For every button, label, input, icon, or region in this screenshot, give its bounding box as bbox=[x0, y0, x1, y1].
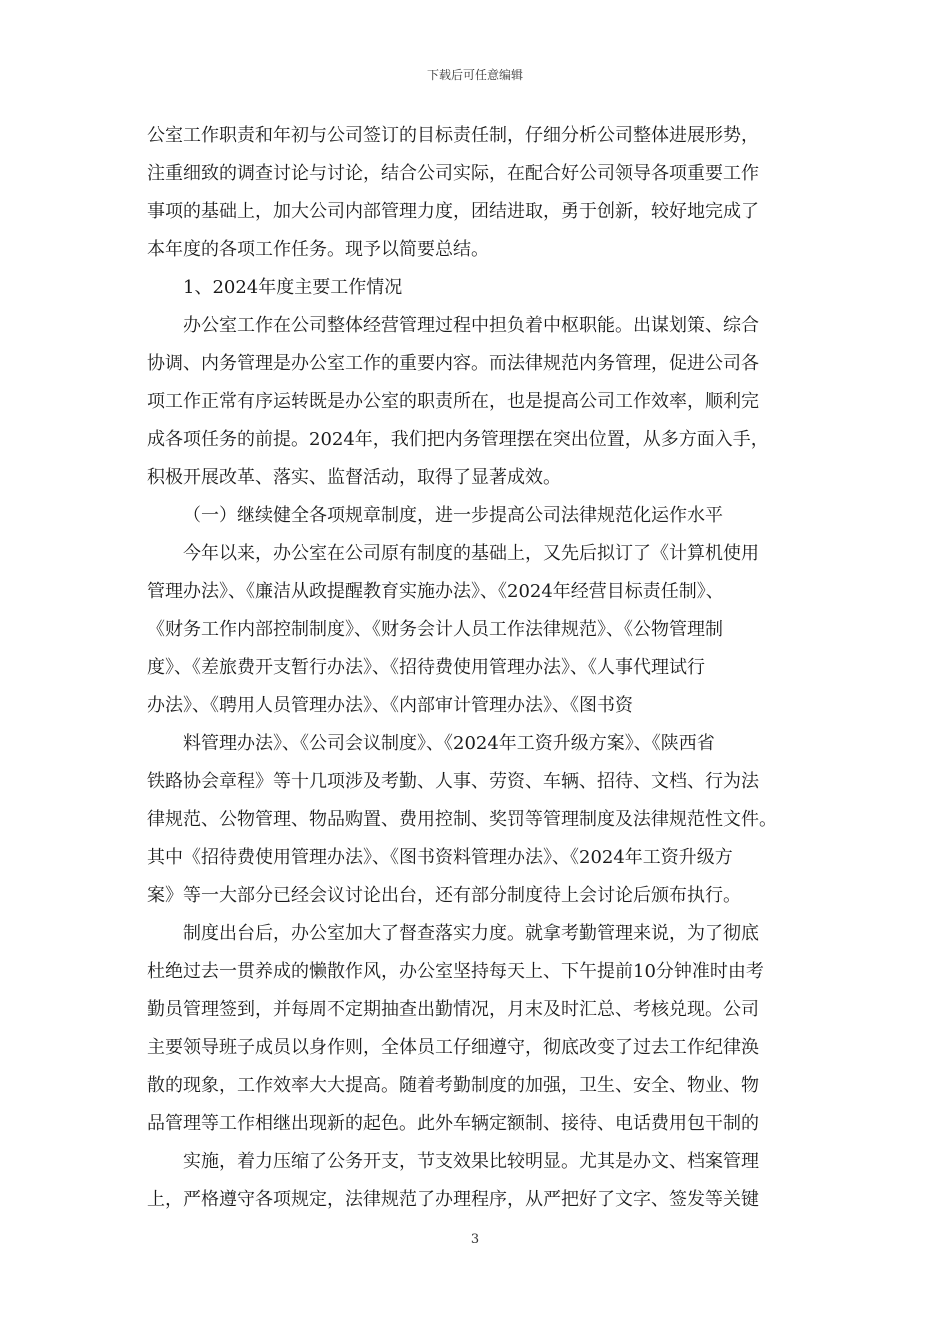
text-line: 协调、内务管理是办公室工作的重要内容。而法律规范内务管理，促进公司各 bbox=[147, 353, 759, 374]
text-line: 其中《招待费使用管理办法》、《图书资料管理办法》、《2024年工资升级方 bbox=[147, 847, 733, 868]
text-line: 公室工作职责和年初与公司签订的目标责任制，仔细分析公司整体进展形势， bbox=[147, 125, 759, 146]
text-line: 案》等一大部分已经会议讨论出台，还有部分制度待上会讨论后颁布执行。 bbox=[147, 885, 741, 906]
text-line: 事项的基础上，加大公司内部管理力度，团结进取，勇于创新，较好地完成了 bbox=[147, 201, 759, 222]
text-line: 杜绝过去一贯养成的懒散作风，办公室坚持每天上、下午提前10分钟准时由考 bbox=[147, 961, 764, 982]
text-line: 散的现象，工作效率大大提高。随着考勤制度的加强，卫生、安全、物业、物 bbox=[147, 1075, 759, 1096]
text-line: 本年度的各项工作任务。现予以简要总结。 bbox=[147, 239, 489, 260]
text-line: 办公室工作在公司整体经营管理过程中担负着中枢职能。出谋划策、综合 bbox=[183, 315, 759, 336]
text-line: 今年以来，办公室在公司原有制度的基础上，又先后拟订了《计算机使用 bbox=[183, 543, 759, 564]
text-line: 主要领导班子成员以身作则，全体员工仔细遵守，彻底改变了过去工作纪律涣 bbox=[147, 1037, 759, 1058]
section-heading: 1、2024年度主要工作情况 bbox=[183, 277, 403, 298]
text-line: 上，严格遵守各项规定，法律规范了办理程序，从严把好了文字、签发等关键 bbox=[147, 1189, 759, 1210]
text-line: 品管理等工作相继出现新的起色。此外车辆定额制、接待、电话费用包干制的 bbox=[147, 1113, 759, 1134]
text-line: 积极开展改革、落实、监督活动，取得了显著成效。 bbox=[147, 467, 561, 488]
text-line: 料管理办法》、《公司会议制度》、《2024年工资升级方案》、《陕西省 bbox=[183, 733, 715, 754]
text-line: 实施，着力压缩了公务开支，节支效果比较明显。尤其是办文、档案管理 bbox=[183, 1151, 759, 1172]
page-header: 下载后可任意编辑 bbox=[426, 68, 523, 82]
subsection-heading: （一）继续健全各项规章制度，进一步提高公司法律规范化运作水平 bbox=[183, 505, 723, 526]
text-line: 项工作正常有序运转既是办公室的职责所在，也是提高公司工作效率，顺利完 bbox=[147, 391, 759, 412]
text-line: 铁路协会章程》等十几项涉及考勤、人事、劳资、车辆、招待、文档、行为法 bbox=[147, 771, 759, 792]
page-number: 3 bbox=[470, 1232, 480, 1247]
text-line: 注重细致的调查讨论与讨论，结合公司实际，在配合好公司领导各项重要工作 bbox=[147, 163, 759, 184]
text-line: 办法》、《聘用人员管理办法》、《内部审计管理办法》、《图书资 bbox=[147, 695, 633, 716]
text-line: 勤员管理签到，并每周不定期抽查出勤情况，月末及时汇总、考核兑现。公司 bbox=[147, 999, 759, 1020]
text-line: 律规范、公物管理、物品购置、费用控制、奖罚等管理制度及法律规范性文件。 bbox=[147, 809, 777, 830]
text-line: 《财务工作内部控制制度》、《财务会计人员工作法律规范》、《公物管理制 bbox=[147, 619, 723, 640]
text-line: 成各项任务的前提。2024年，我们把内务管理摆在突出位置，从多方面入手， bbox=[147, 429, 769, 450]
text-line: 管理办法》、《廉洁从政提醒教育实施办法》、《2024年经营目标责任制》、 bbox=[147, 581, 724, 602]
text-line: 制度出台后，办公室加大了督查落实力度。就拿考勤管理来说，为了彻底 bbox=[183, 923, 759, 944]
text-line: 度》、《差旅费开支暂行办法》、《招待费使用管理办法》、《人事代理试行 bbox=[147, 657, 705, 678]
